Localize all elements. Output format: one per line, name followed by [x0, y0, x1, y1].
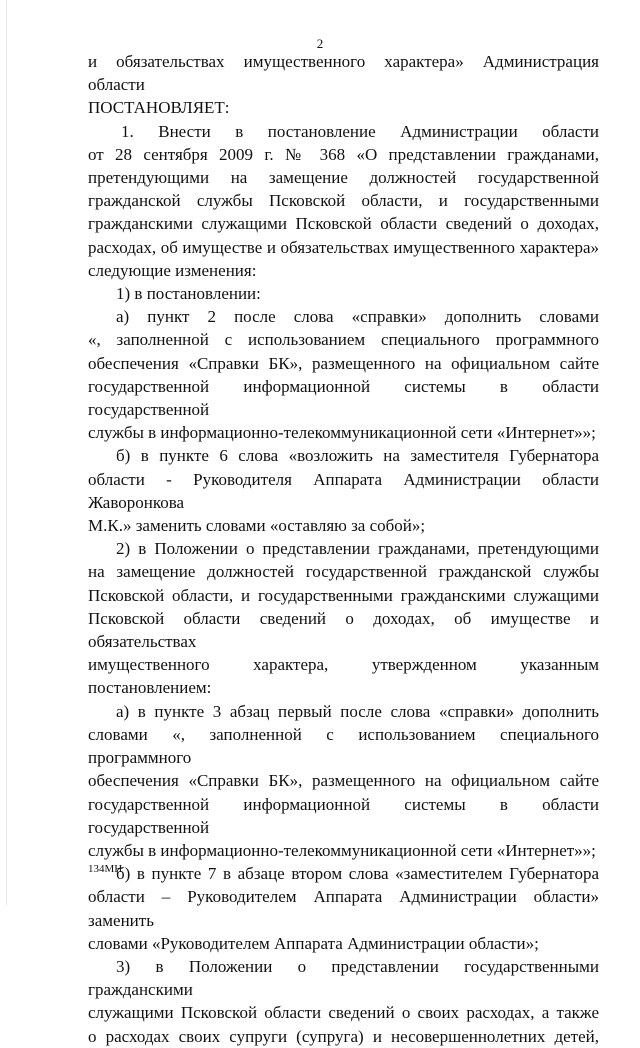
line: расходах, об имуществе и обязательствах имущественного характера»: [88, 237, 599, 257]
line: словами «, заполненной с использованием специального программного: [88, 724, 599, 768]
line: государственной информационной системы в области государственной: [88, 794, 599, 837]
line: служащими Псковской области сведений о своих расходах, а также: [88, 1003, 599, 1023]
line: области – Руководителем Аппарата Администрации области» заменить: [88, 887, 599, 930]
line: службы в информационно-телекоммуникационной сети «Интернет»»;: [88, 840, 596, 860]
line: и обязательствах имущественного характера» Администрация области: [88, 52, 599, 95]
line: имущественного характера, утвержденном указанным постановлением:: [88, 655, 599, 698]
line: а) в пункте 3 абзац первый после слова «справки» дополнить: [116, 701, 599, 721]
scan-edge-line: [6, 0, 7, 905]
line: области - Руководителя Аппарата Администрации области Жаворонкова: [88, 469, 599, 512]
line: государственной информационной системы в области государственной: [88, 376, 599, 420]
line: обеспечения «Справки БК», размещенного на официальном сайте: [88, 353, 599, 373]
page-number: 2: [316, 36, 324, 51]
line: гражданской службы Псковской области, и государственными: [88, 191, 599, 211]
line: претендующими на замещение должностей государственной: [88, 168, 599, 188]
line: М.К.» заменить словами «оставляю за собой»;: [88, 516, 426, 536]
line: 1) в постановлении:: [116, 284, 261, 304]
line: «, заполненной с использованием специального программного: [88, 330, 599, 350]
line: а) пункт 2 после слова «справки» дополнить словами: [116, 307, 599, 327]
footer-code: 134МН: [88, 863, 123, 875]
line: на замещение должностей государственной гражданской службы: [88, 562, 599, 582]
line: следующие изменения:: [88, 260, 257, 280]
line: словами «Руководителем Аппарата Администрации области»;: [88, 933, 539, 953]
line: ПОСТАНОВЛЯЕТ:: [88, 98, 230, 118]
line: 2) в Положении о представлении гражданами, претендующими: [116, 539, 599, 559]
line: гражданскими служащими Псковской области сведений о доходах,: [88, 214, 599, 234]
line: от 28 сентября 2009 г. № 368 «О представлении гражданами,: [88, 144, 599, 164]
line: Псковской области, и государственными гражданскими служащими: [88, 585, 599, 605]
line: обеспечения «Справки БК», размещенного на официальном сайте: [88, 771, 599, 791]
line: б) в пункте 6 слова «возложить на заместителя Губернатора: [116, 446, 599, 466]
line: Псковской области сведений о доходах, об имуществе и обязательствах: [88, 608, 599, 652]
line: службы в информационно-телекоммуникационной сети «Интернет»»;: [88, 423, 596, 443]
line: 3) в Положении о представлении государственными гражданскими: [88, 956, 599, 1000]
document-body: [88, 50, 599, 1048]
line: б) в пункте 7 в абзаце втором слова «заместителем Губернатора: [116, 864, 599, 884]
line: 1. Внести в постановление Администрации области: [121, 121, 599, 141]
line: о расходах своих супруги (супруга) и несовершеннолетних детей,: [88, 1026, 599, 1046]
